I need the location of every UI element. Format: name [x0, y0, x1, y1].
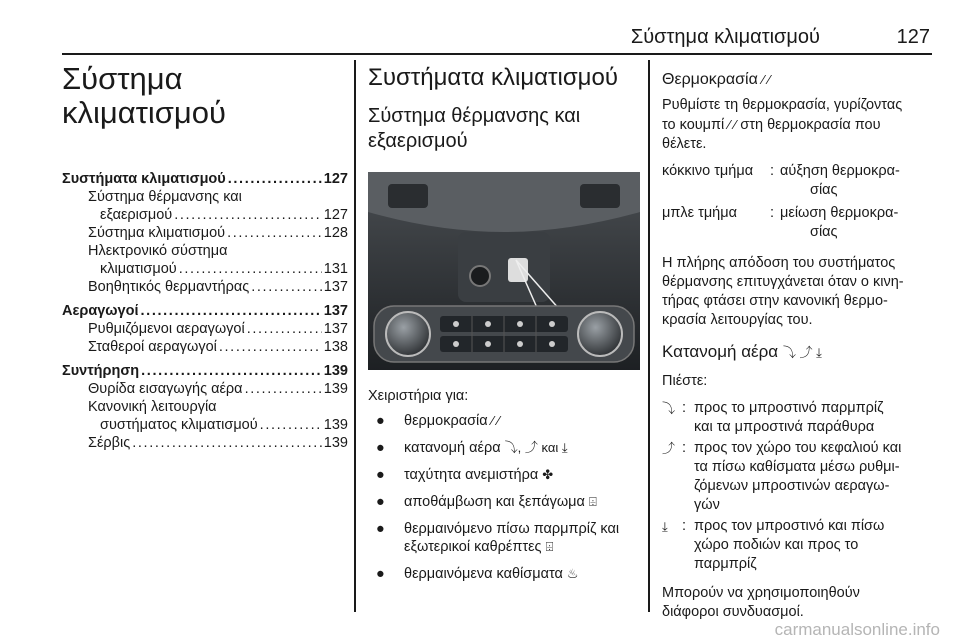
toc-column [62, 58, 348, 452]
defrost-icon: ⌹ [588, 494, 597, 509]
press-label: Πιέστε: [662, 373, 708, 389]
list-item: ● κατανομή αέρα ⤵, ⤴ και ⤓ [376, 440, 568, 456]
rear-defrost-icon: ⌹ [545, 539, 554, 554]
air-distribution-icon: ⤵ ⤴ ⤓ [782, 345, 822, 360]
definition-row: κόκκινο τμήμα : αύξηση θερμοκρα- σίας [662, 163, 900, 198]
running-title: Σύστημα κλιματισμού [630, 26, 820, 48]
list-item: ⤵ : προς το μπροστινό παρμπρίζ και τα μπροστινά παράθυρα [662, 400, 884, 435]
list-item: ⤴ : προς τον χώρο του κεφαλιού και τα πίσω καθίσματα μέσω ρυθμι- ζόμενων μπροστινών αεραγω- γών [662, 440, 902, 513]
column-divider-2 [648, 60, 650, 612]
control-panel-illustration [368, 172, 640, 370]
temperature-heading: Θερμοκρασία ⁄ ⁄ [662, 71, 771, 88]
toc-entry[interactable]: Σταθεροί αεραγωγοί . . . 138 [62, 338, 348, 356]
toc-entry[interactable]: κλιματισμού . . . 131 [62, 260, 348, 278]
toc-entry[interactable]: Συστήματα κλιματισμού . . . 127 [62, 170, 348, 188]
toc-entry[interactable]: Θυρίδα εισαγωγής αέρα . . . 139 [62, 380, 348, 398]
column-divider-1 [354, 60, 356, 612]
chapter-title: Σύστημα κλιματισμού [62, 61, 226, 130]
controls-caption: Χειριστήρια για: [368, 388, 469, 404]
heated-seat-icon: ♨ [566, 566, 579, 581]
controls-list [368, 412, 640, 583]
performance-paragraph: Η πλήρης απόδοση του συστήματος θέρμανσης επιτυγχάνεται όταν ο κινη- τήρας φτάσει στην κανονική θερμο- κρασία λειτουργίας του. [662, 255, 904, 328]
toc-entry[interactable]: Αεραγωγοί . . . 137 [62, 302, 348, 320]
definition-row: μπλε τμήμα : μείωση θερμοκρα- σίας [662, 205, 899, 240]
toc-entry-label[interactable]: Σύστημα θέρμανσης και [88, 189, 242, 205]
temperature-icon: ⁄ ⁄ [728, 117, 737, 132]
climate-control-photo [368, 172, 640, 370]
toc-entry[interactable]: Σέρβις . . . 139 [62, 434, 348, 452]
toc-entry-label[interactable]: Ηλεκτρονικό σύστημα [88, 243, 228, 259]
table-of-contents [62, 170, 348, 452]
list-item: ● αποθάμβωση και ξεπάγωμα ⌹ [376, 494, 597, 510]
list-item: ● θερμαινόμενα καθίσματα ♨ [376, 566, 579, 582]
head-mode-icon: ⤴ [662, 441, 676, 456]
list-item: ⤓ : προς τον μπροστινό και πίσω χώρο ποδιών και προς το παρμπρίζ [662, 518, 885, 572]
air-distribution-icon: ⤵, ⤴ και ⤓ [504, 440, 568, 455]
toc-entry-label[interactable]: Κανονική λειτουργία [88, 399, 217, 415]
list-item: ● ταχύτητα ανεμιστήρα ✤ [376, 467, 554, 483]
combination-paragraph: Μπορούν να χρησιμοποιηθούν διάφοροι συνδυασμοί. [662, 585, 860, 620]
temperature-paragraph: Ρυθμίστε τη θερμοκρασία, γυρίζοντας το κουμπί ⁄ ⁄ στη θερμοκρασία που θέλετε. [662, 97, 903, 152]
temperature-column [662, 58, 932, 630]
fan-icon: ✤ [542, 467, 554, 482]
toc-entry[interactable]: Σύστημα κλιματισμού . . . 128 [62, 224, 348, 242]
temperature-icon: ⁄ ⁄ [762, 72, 771, 87]
watermark: carmanualsonline.info [774, 620, 940, 639]
page-number: 127 [896, 26, 930, 48]
toc-entry[interactable]: Συντήρηση . . . 139 [62, 362, 348, 380]
header-rule [62, 53, 932, 55]
heating-column [368, 58, 640, 592]
windscreen-mode-icon: ⤵ [662, 401, 676, 416]
page-header [0, 26, 930, 52]
list-item: ● θερμαινόμενο πίσω παρμπρίζ και εξωτερικοί καθρέπτες ⌹ [376, 521, 620, 555]
toc-entry[interactable]: Βοηθητικός θερμαντήρας . . . 137 [62, 278, 348, 296]
temperature-icon: ⁄ ⁄ [491, 413, 500, 428]
toc-entry[interactable]: Ρυθμιζόμενοι αεραγωγοί . . . 137 [62, 320, 348, 338]
subsection-heading: Σύστημα θέρμανσης και εξαερισμού [368, 105, 581, 152]
toc-entry[interactable]: συστήματος κλιματισμού . . . 139 [62, 416, 348, 434]
section-heading: Συστήματα κλιματισμού [368, 64, 618, 91]
foot-mode-icon: ⤓ [662, 519, 668, 534]
air-distribution-heading: Κατανομή αέρα ⤵ ⤴ ⤓ [662, 342, 822, 361]
list-item: ● θερμοκρασία ⁄ ⁄ [376, 413, 500, 429]
toc-entry[interactable]: εξαερισμού . . . 127 [62, 206, 348, 224]
